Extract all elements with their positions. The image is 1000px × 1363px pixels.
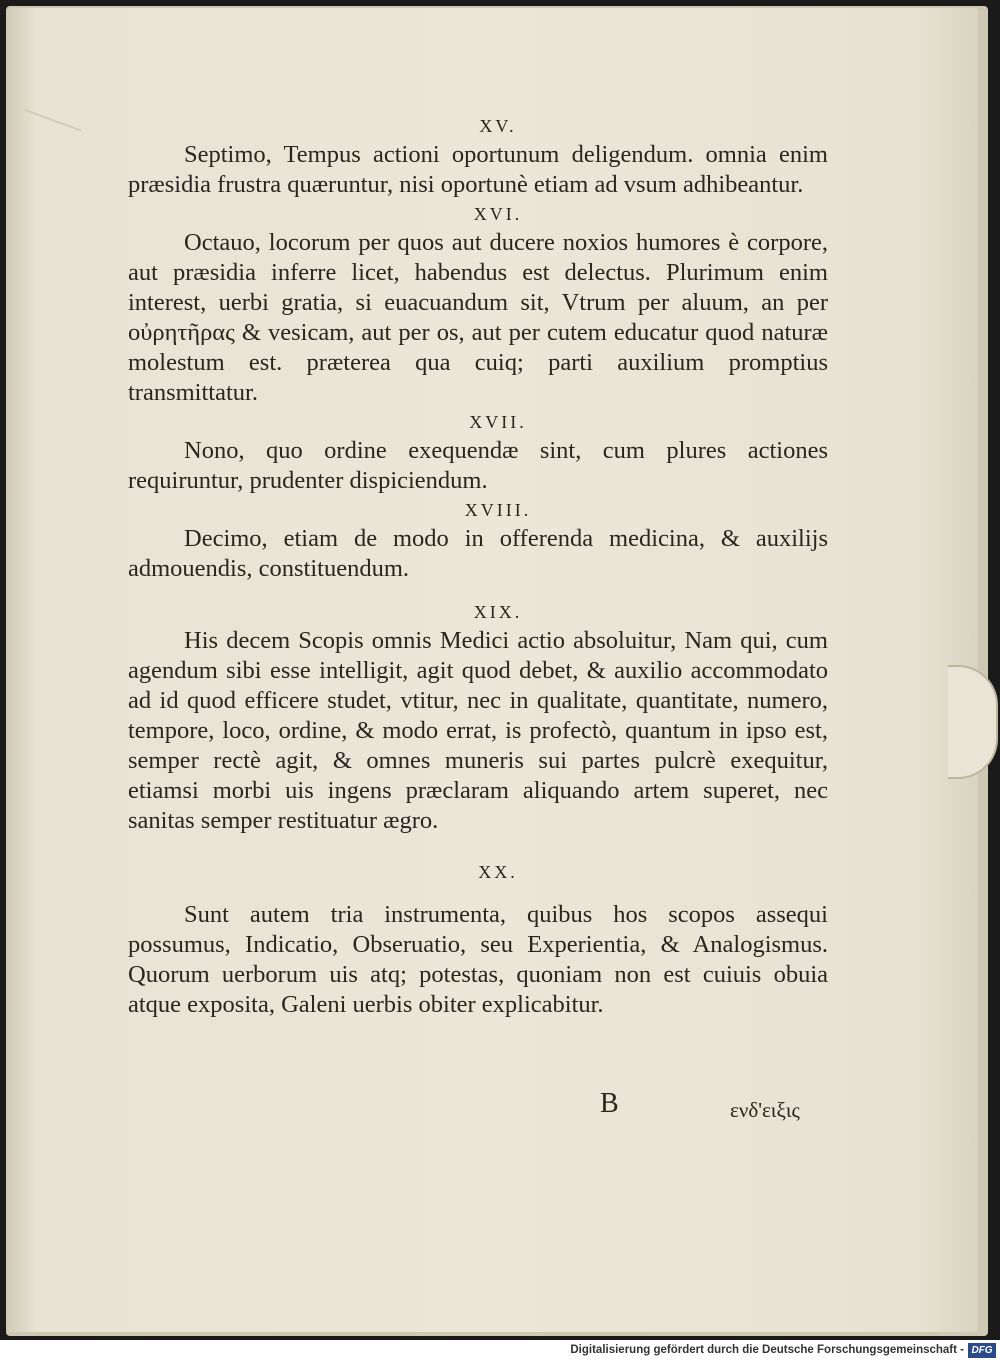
section-paragraph: Nono, quo ordine exequendæ sint, cum plures actiones requiruntur, prudenter dispiciendum. xyxy=(128,437,828,494)
spacer xyxy=(128,886,828,900)
page-tab xyxy=(948,665,998,779)
section-numeral: XVII. xyxy=(469,412,527,432)
page-text xyxy=(128,112,828,1020)
section-paragraph: His decem Scopis omnis Medici actio absoluitur, Nam qui, cum agendum sibi esse intelligit, agit quod debet, & auxilio accommodato ad id quod efficere studet, vtitur, nec in qualitate, quantitate, numero, tempore, loco, ordine, & modo errat, is profectò, quantum in ipso est, semper rectè agit, & omnes muneris sui partes pulcrè exequitur, etiamsi morbi uis ingens præclaram aliquando artem superet, nec sanitas semper restituatur ægro. xyxy=(128,627,828,834)
funding-credit: Digitalisierung gefördert durch die Deutsche Forschungsgemeinschaft - xyxy=(570,1344,964,1356)
section-paragraph: Septimo, Tempus actioni oportunum deligendum. omnia enim præsidia frustra quæruntur, nisi oportunè etiam ad vsum adhibeantur. xyxy=(128,141,828,198)
section-paragraph: Octauo, locorum per quos aut ducere noxios humores è corpore, aut præsidia inferre licet, habendus est delectus. Plurimum enim interest, uerbi gratia, si euacuandum sit, Vtrum per aluum, an per οὐρητῆρας & vesicam, aut per os, aut per cutem educatur quod naturæ molestum est. præterea qua cuiq; parti auxilium promptius transmittatur. xyxy=(128,229,828,406)
section-numeral: XVIII. xyxy=(464,500,532,520)
dfg-logo-icon: DFG xyxy=(968,1343,996,1358)
section-numeral: XV. xyxy=(479,116,517,136)
footer-bar xyxy=(0,1340,1000,1363)
section-numeral: XX. xyxy=(478,862,518,882)
spacer xyxy=(128,584,828,598)
section-numeral: XVI. xyxy=(473,204,523,224)
page-fold xyxy=(11,109,82,169)
signature-mark: B xyxy=(600,1088,619,1119)
section-numeral: XIX. xyxy=(473,602,523,622)
spacer xyxy=(128,836,828,858)
catchword: ενδ'ειξις xyxy=(730,1098,800,1122)
section-paragraph: Decimo, etiam de modo in offerenda medicina, & auxilijs admouendis, constituendum. xyxy=(128,525,828,582)
section-paragraph: Sunt autem tria instrumenta, quibus hos scopos assequi possumus, Indicatio, Obseruatio, seu Experientia, & Analogismus. Quorum uerborum uis atq; potestas, quoniam non est cuiuis obuia atque exposita, Galeni uerbis obiter explicabitur. xyxy=(128,901,828,1018)
